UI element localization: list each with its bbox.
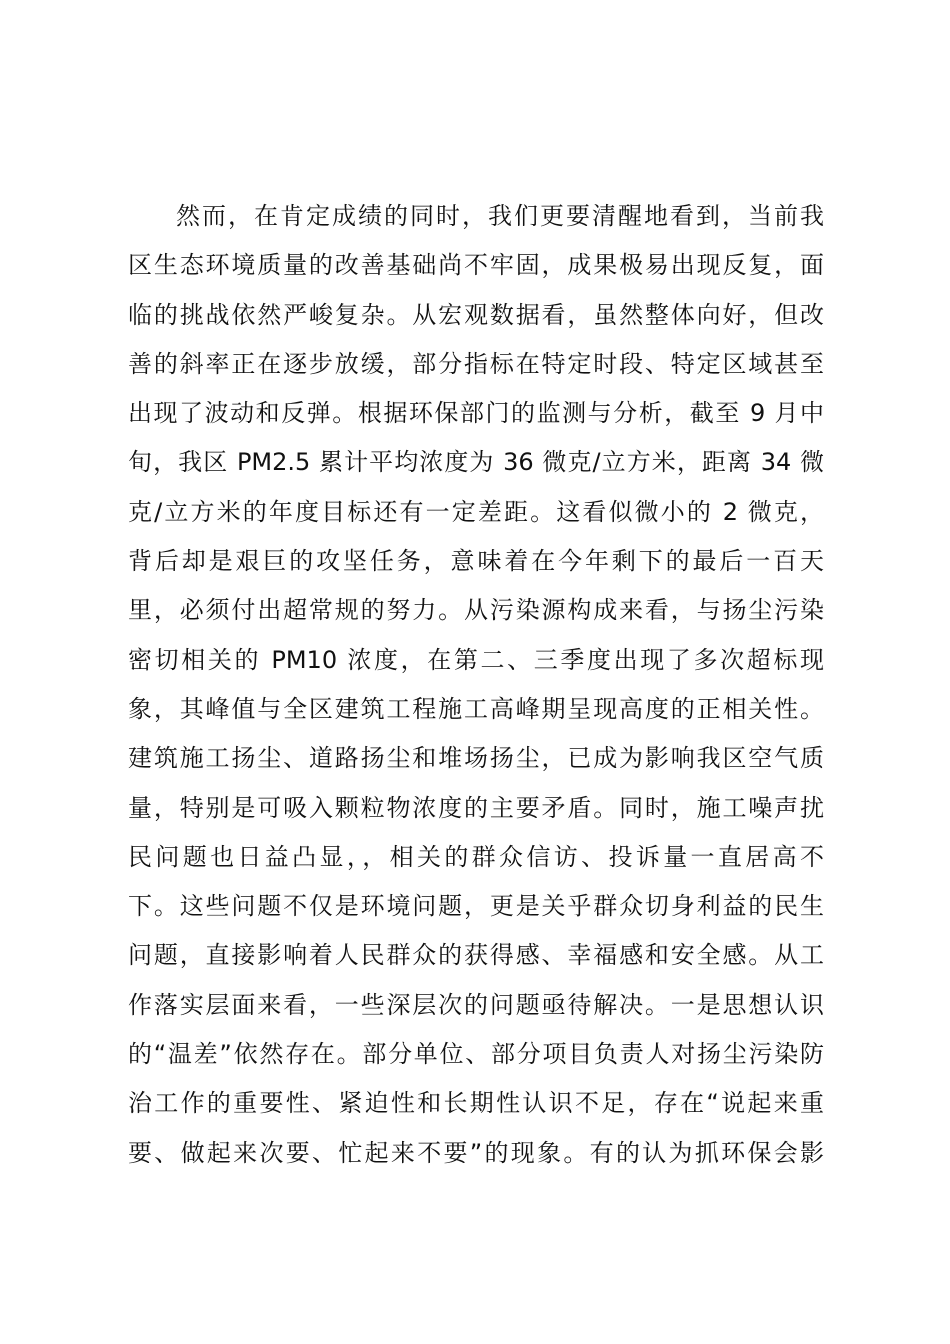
paragraph-line-1: 然而，在肯定成绩的同时，我们更要清醒地看到，当前我 xyxy=(176,202,824,230)
paragraph-line-6: 旬，我区 PM2.5 累计平均浓度为 36 微克/立方米，距离 34 微 xyxy=(128,448,824,477)
paragraph-line-9: 里，必须付出超常规的努力。从污染源构成来看，与扬尘污染 xyxy=(128,596,824,625)
paragraph-line-3: 临的挑战依然严峻复杂。从宏观数据看，虽然整体向好，但改 xyxy=(128,300,824,329)
paragraph-line-19: 治工作的重要性、紧迫性和长期性认识不足，存在“说起来重 xyxy=(128,1089,824,1118)
paragraph-line-14: 民问题也日益凸显，，相关的群众信访、投诉量一直居高不 xyxy=(128,842,824,871)
paragraph-line-8: 背后却是艰巨的攻坚任务，意味着在今年剩下的最后一百天 xyxy=(128,547,824,576)
paragraph-line-4: 善的斜率正在逐步放缓，部分指标在特定时段、特定区域甚至 xyxy=(128,349,824,378)
paragraph-line-17: 作落实层面来看，一些深层次的问题亟待解决。一是思想认识 xyxy=(128,990,824,1019)
paragraph-line-13: 量，特别是可吸入颗粒物浓度的主要矛盾。同时，施工噪声扰 xyxy=(128,793,824,822)
paragraph-line-10: 密切相关的 PM10 浓度，在第二、三季度出现了多次超标现 xyxy=(128,645,824,674)
paragraph-line-20: 要、做起来次要、忙起来不要”的现象。有的认为抓环保会影 xyxy=(128,1138,824,1167)
paragraph-line-2: 区生态环境质量的改善基础尚不牢固，成果极易出现反复，面 xyxy=(128,251,824,280)
paragraph-line-5: 出现了波动和反弹。根据环保部门的监测与分析，截至 9 月中 xyxy=(128,399,824,428)
paragraph-line-12: 建筑施工扬尘、道路扬尘和堆场扬尘，已成为影响我区空气质 xyxy=(128,744,824,773)
paragraph-line-15: 下。这些问题不仅是环境问题，更是关乎群众切身利益的民生 xyxy=(128,892,824,921)
paragraph-line-11: 象，其峰值与全区建筑工程施工高峰期呈现高度的正相关性。 xyxy=(128,694,824,723)
body-paragraph xyxy=(128,192,824,1178)
paragraph-line-7: 克/立方米的年度目标还有一定差距。这看似微小的 2 微克， xyxy=(128,497,824,526)
paragraph-line-18: 的“温差”依然存在。部分单位、部分项目负责人对扬尘污染防 xyxy=(128,1040,824,1069)
paragraph-line-16: 问题，直接影响着人民群众的获得感、幸福感和安全感。从工 xyxy=(128,941,824,970)
